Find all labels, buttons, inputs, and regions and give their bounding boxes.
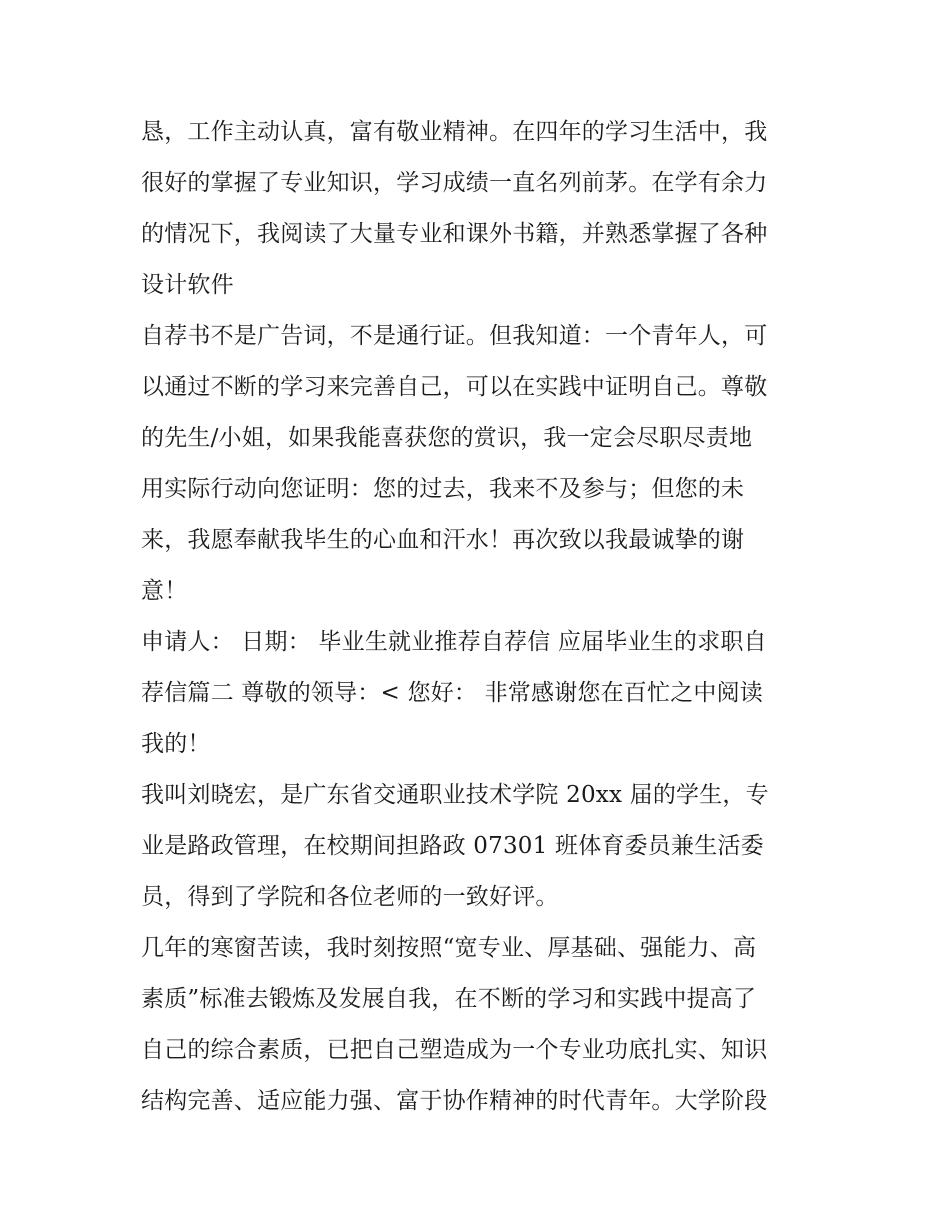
text-line: 素质”标准去锻炼及发展自我，在不断的学习和实践中提高了 (141, 986, 757, 1012)
text-line: 自荐书不是广告词，不是通行证。但我知道：一个青年人，可 (141, 323, 768, 349)
body-text (141, 107, 821, 1127)
text-line: 申请人： 日期： 毕业生就业推荐自荐信 应届毕业生的求职自 (141, 629, 767, 655)
text-line: 设计软件 (141, 272, 234, 298)
text-line: 很好的掌握了专业知识，学习成绩一直名列前茅。在学有余力 (141, 170, 768, 196)
text-line: 员，得到了学院和各位老师的一致好评。 (141, 884, 559, 910)
text-line: 的情况下，我阅读了大量专业和课外书籍，并熟悉掌握了各种 (141, 221, 768, 247)
text-line: 荐信篇二 尊敬的领导：< 您好： 非常感谢您在百忙之中阅读 (141, 680, 764, 706)
text-line: 意！ (141, 578, 188, 604)
text-line: 用实际行动向您证明：您的过去，我来不及参与；但您的未 (141, 476, 745, 502)
text-line: 我叫刘晓宏，是广东省交通职业技术学院 20xx 届的学生，专 (141, 782, 769, 808)
text-line: 我的！ (141, 731, 211, 757)
text-line: 几年的寒窗苦读，我时刻按照“宽专业、厚基础、强能力、高 (141, 935, 757, 961)
text-line: 业是路政管理，在校期间担路政 07301 班体育委员兼生活委 (141, 833, 764, 859)
text-line: 自己的综合素质，已把自己塑造成为一个专业功底扎实、知识 (141, 1037, 768, 1063)
text-line: 恳，工作主动认真，富有敬业精神。在四年的学习生活中，我 (141, 119, 768, 145)
text-line: 结构完善、适应能力强、富于协作精神的时代青年。大学阶段 (141, 1088, 768, 1114)
text-line: 的先生/小姐，如果我能喜获您的赏识，我一定会尽职尽责地 (141, 425, 753, 451)
text-line: 来，我愿奉献我毕生的心血和汗水！再次致以我最诚挚的谢 (141, 527, 745, 553)
text-line: 以通过不断的学习来完善自己，可以在实践中证明自己。尊敬 (141, 374, 768, 400)
